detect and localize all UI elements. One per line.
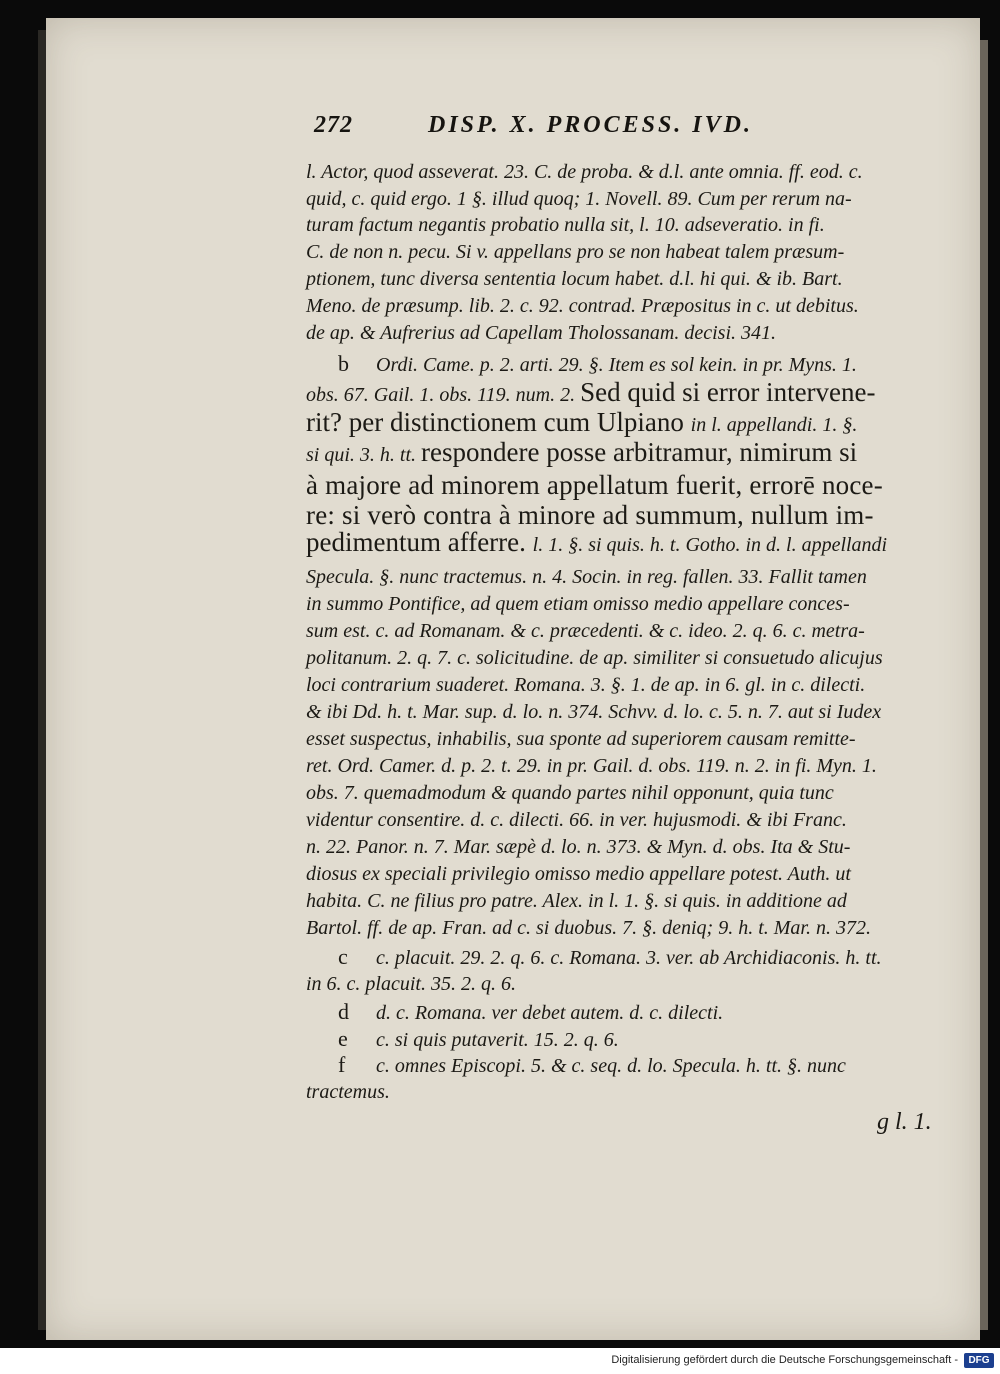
text-line (306, 646, 883, 670)
text-line (306, 889, 847, 913)
text-line (306, 916, 871, 940)
text-italic: turam factum negantis probatio nulla sit, l. 10. adseveratio. in fi. (306, 214, 825, 236)
text-italic: videntur consentire. d. c. dilecti. 66. in ver. hujusmodi. & ibi Franc. (306, 809, 847, 831)
text-line (306, 321, 776, 345)
text-italic: Specula. §. nunc tractemus. n. 4. Socin. in reg. fallen. 33. Fallit tamen (306, 566, 867, 588)
page-edge-right (980, 40, 988, 1330)
text-italic: in summo Pontifice, ad quem etiam omisso medio appellare conces- (306, 593, 850, 615)
text-italic: n. 22. Panor. n. 7. Mar. sæpè d. lo. n. 373. & Myn. d. obs. Ita & Stu- (306, 836, 851, 858)
text-line (306, 700, 881, 724)
text-line (306, 407, 858, 437)
footer-bar (0, 1348, 1000, 1374)
text-line (306, 972, 516, 996)
text-line (306, 377, 876, 407)
footnote-letter: d (338, 999, 349, 1024)
footnote-letter: b (338, 351, 349, 376)
text-italic: quid, c. quid ergo. 1 §. illud quoq; 1. Novell. 89. Cum per rerum na- (306, 188, 852, 210)
text-line (306, 808, 847, 832)
text-line (306, 1080, 390, 1104)
text-italic: l. 1. §. si quis. h. t. Gotho. in d. l. appellandi (532, 534, 888, 556)
text-italic: C. de non n. pecu. Si v. appellans pro se non habeat talem præsum- (306, 241, 845, 263)
page-edge-left (38, 30, 46, 1330)
text-line (306, 527, 888, 557)
text-line (338, 1027, 619, 1052)
text-line (306, 592, 850, 616)
text-line (306, 727, 856, 751)
text-italic: ret. Ord. Camer. d. p. 2. t. 29. in pr. Gail. d. obs. 119. n. 2. in fi. Myn. 1. (306, 755, 877, 777)
text-italic: in l. appellandi. 1. §. (690, 414, 858, 436)
text-line (338, 1000, 723, 1025)
text-italic: loci contrarium suaderet. Romana. 3. §. 1. de ap. in 6. gl. in c. dilecti. (306, 674, 866, 696)
text-line (306, 673, 865, 697)
text-italic: Bartol. ff. de ap. Fran. ad c. si duobus. 7. §. deniq; 9. h. t. Mar. n. 372. (306, 917, 871, 939)
text-italic: obs. 7. quemadmodum & quando partes nihil opponunt, quia tunc (306, 782, 834, 804)
text-italic: d. c. Romana. ver debet autem. d. c. dilecti. (376, 1002, 724, 1024)
text-line (306, 862, 851, 886)
footnote-letter: f (338, 1052, 346, 1077)
text-italic: politanum. 2. q. 7. c. solicitudine. de ap. similiter si consuetudo alicujus (306, 647, 883, 669)
text-italic: c. si quis putaverit. 15. 2. q. 6. (376, 1029, 619, 1051)
text-line (306, 619, 865, 643)
text-line (306, 267, 843, 291)
catchword: g l. 1. (877, 1109, 932, 1135)
footnote-letter: e (338, 1026, 348, 1051)
page-header (268, 108, 828, 148)
text-line (306, 781, 834, 805)
footnote-letter: c (338, 944, 348, 969)
text-italic: Ordi. Came. p. 2. arti. 29. §. Item es sol kein. in pr. Myns. 1. (376, 354, 857, 376)
text-italic: l. Actor, quod asseverat. 23. C. de proba. & d.l. ante omnia. ff. eod. c. (306, 161, 863, 183)
running-title: DISP. X. PROCESS. IVD. (428, 112, 753, 138)
text-italic: Meno. de præsump. lib. 2. c. 92. contrad. Præpositus in c. ut debitus. (306, 295, 859, 317)
text-italic: obs. 67. Gail. 1. obs. 119. num. 2. (306, 384, 581, 406)
text-line (306, 437, 858, 467)
text-italic: in 6. c. placuit. 35. 2. q. 6. (306, 973, 516, 995)
text-line (306, 470, 883, 500)
text-line (306, 835, 850, 859)
text-roman: re: si verò contra à minore ad summum, nullum im- (306, 500, 874, 530)
text-italic: si qui. 3. h. tt. (306, 444, 422, 466)
text-line (306, 240, 844, 264)
text-roman: Sed quid si error intervene- (580, 377, 876, 407)
footer-credit: Digitalisierung gefördert durch die Deutsche Forschungsgemeinschaft - (611, 1354, 958, 1366)
text-italic: habita. C. ne filius pro patre. Alex. in l. 1. §. si quis. in additione ad (306, 890, 847, 912)
text-italic: ptionem, tunc diversa sententia locum habet. d.l. hi qui. & ib. Bart. (306, 268, 843, 290)
dfg-logo-icon: DFG (964, 1353, 994, 1368)
text-italic: esset suspectus, inhabilis, sua sponte ad superiorem causam remitte- (306, 728, 856, 750)
text-line (306, 565, 867, 589)
text-line (306, 500, 874, 530)
text-line (306, 187, 852, 211)
text-roman: respondere posse arbitramur, nimirum si (421, 437, 858, 467)
text-line (338, 352, 857, 377)
text-line (306, 294, 859, 318)
text-line (338, 945, 882, 970)
text-roman: à majore ad minorem appellatum fuerit, errorē noce- (306, 470, 883, 500)
text-italic: & ibi Dd. h. t. Mar. sup. d. lo. n. 374. Schvv. d. lo. c. 5. n. 7. aut si Iudex (306, 701, 882, 723)
text-line (306, 160, 863, 184)
text-line (306, 754, 877, 778)
text-italic: diosus ex speciali privilegio omisso medio appellare potest. Auth. ut (306, 863, 851, 885)
text-italic: c. omnes Episcopi. 5. & c. seq. d. lo. Specula. h. tt. §. nunc (376, 1055, 846, 1077)
text-italic: tractemus. (306, 1081, 390, 1103)
text-line (306, 213, 825, 237)
page-number: 272 (314, 112, 353, 138)
text-roman: rit? per distinctionem cum Ulpiano (306, 407, 691, 437)
text-line (338, 1053, 846, 1078)
text-italic: sum est. c. ad Romanam. & c. præcedenti. & c. ideo. 2. q. 6. c. metra- (306, 620, 865, 642)
text-italic: de ap. & Aufrerius ad Capellam Tholossanam. decisi. 341. (306, 322, 776, 344)
text-roman: pedimentum afferre. (306, 527, 533, 557)
text-italic: c. placuit. 29. 2. q. 6. c. Romana. 3. ver. ab Archidiaconis. h. tt. (376, 947, 882, 969)
